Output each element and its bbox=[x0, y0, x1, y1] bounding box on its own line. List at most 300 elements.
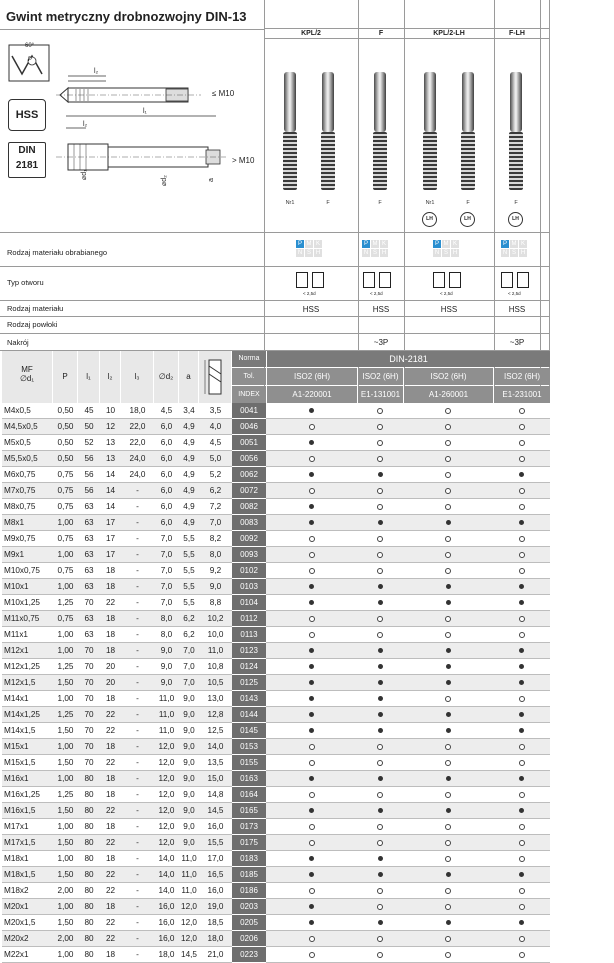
divider bbox=[358, 0, 359, 403]
cell-a: 5,5 bbox=[179, 531, 199, 547]
on-request-ring-icon bbox=[445, 888, 451, 894]
availability-cell bbox=[266, 515, 357, 531]
cell-p: 0,50 bbox=[53, 403, 78, 419]
left-hand-icon: LH bbox=[422, 212, 437, 227]
cell-l3: - bbox=[121, 579, 154, 595]
header-drawing-cell bbox=[199, 351, 231, 403]
availability-cell bbox=[403, 707, 493, 723]
drawing-label-top-m10: ≤ M10 bbox=[212, 89, 235, 98]
availability-cell bbox=[266, 643, 357, 659]
available-dot-icon bbox=[378, 776, 383, 781]
availability-cell bbox=[493, 899, 550, 915]
cell-l2: 14 bbox=[100, 483, 121, 499]
table-row bbox=[2, 627, 550, 643]
available-dot-icon bbox=[309, 728, 314, 733]
tol-value-kpl2-lh: ISO2 (6H) bbox=[404, 368, 493, 385]
cell-p: 1,50 bbox=[53, 755, 78, 771]
header-d2: ∅d₂ bbox=[154, 351, 178, 403]
on-request-ring-icon bbox=[445, 936, 451, 942]
availability-cell bbox=[403, 675, 493, 691]
cell-l2: 22 bbox=[100, 755, 121, 771]
availability-cell bbox=[403, 739, 493, 755]
cell-mf: M16x1,25 bbox=[2, 787, 53, 803]
cell-d2: 18,0 bbox=[154, 947, 179, 963]
on-request-ring-icon bbox=[519, 696, 525, 702]
cell-l3: - bbox=[121, 883, 154, 899]
cell-a: 5,5 bbox=[179, 547, 199, 563]
cell-a: 9,0 bbox=[179, 803, 199, 819]
availability-cell bbox=[493, 435, 550, 451]
on-request-ring-icon bbox=[519, 568, 525, 574]
cell-a: 12,0 bbox=[179, 915, 199, 931]
cell-l1: 70 bbox=[78, 643, 100, 659]
row-label-material-processed: Rodzaj materiału obrabianego bbox=[7, 248, 108, 257]
cell-l3: - bbox=[121, 643, 154, 659]
cell-a: 4,9 bbox=[179, 499, 199, 515]
cell-l1: 80 bbox=[78, 867, 100, 883]
divider bbox=[264, 0, 265, 403]
availability-cell bbox=[266, 531, 357, 547]
cell-l3: - bbox=[121, 755, 154, 771]
on-request-ring-icon bbox=[519, 504, 525, 510]
on-request-ring-icon bbox=[445, 904, 451, 910]
cell-a: 5,5 bbox=[179, 563, 199, 579]
cell-x: 9,2 bbox=[199, 563, 232, 579]
cell-l1: 80 bbox=[78, 899, 100, 915]
on-request-ring-icon bbox=[445, 536, 451, 542]
availability-cell bbox=[403, 499, 493, 515]
availability-cell bbox=[266, 771, 357, 787]
cell-l2: 18 bbox=[100, 627, 121, 643]
on-request-ring-icon bbox=[377, 536, 383, 542]
available-dot-icon bbox=[378, 712, 383, 717]
availability-cell bbox=[357, 579, 403, 595]
available-dot-icon bbox=[446, 648, 451, 653]
available-dot-icon bbox=[519, 520, 524, 525]
index-label: INDEX bbox=[232, 386, 266, 403]
cell-idx: 0104 bbox=[232, 595, 266, 611]
on-request-ring-icon bbox=[309, 424, 315, 430]
cell-l2: 22 bbox=[100, 931, 121, 947]
divider bbox=[264, 28, 550, 29]
availability-cell bbox=[266, 595, 357, 611]
cell-idx: 0143 bbox=[232, 691, 266, 707]
cell-d2: 9,0 bbox=[154, 675, 179, 691]
drawing-label-bottom-m10: > M10 bbox=[232, 156, 255, 165]
availability-cell bbox=[493, 787, 550, 803]
availability-cell bbox=[493, 883, 550, 899]
header-a: a bbox=[179, 351, 198, 403]
cell-p: 2,00 bbox=[53, 931, 78, 947]
cell-p: 1,00 bbox=[53, 547, 78, 563]
availability-cell bbox=[357, 643, 403, 659]
cell-l3: - bbox=[121, 515, 154, 531]
availability-cell bbox=[493, 707, 550, 723]
cell-p: 1,00 bbox=[53, 627, 78, 643]
table-row bbox=[2, 483, 550, 499]
cell-idx: 0163 bbox=[232, 771, 266, 787]
hole-depth-note: < 2,5d bbox=[370, 291, 383, 296]
on-request-ring-icon bbox=[309, 632, 315, 638]
cell-mf: M10x1 bbox=[2, 579, 53, 595]
cell-a: 11,0 bbox=[179, 851, 199, 867]
drawing-label-l2: l₂ bbox=[94, 68, 99, 75]
availability-cell bbox=[403, 419, 493, 435]
on-request-ring-icon bbox=[377, 408, 383, 414]
column-kpl2: KPL/2 bbox=[301, 30, 321, 37]
cell-l3: - bbox=[121, 547, 154, 563]
cell-mf: M20x1 bbox=[2, 899, 53, 915]
cell-l1: 63 bbox=[78, 499, 100, 515]
cell-l1: 70 bbox=[78, 739, 100, 755]
index-value-kpl2-lh: A1-260001 bbox=[404, 386, 493, 403]
availability-cell bbox=[403, 467, 493, 483]
available-dot-icon bbox=[309, 856, 314, 861]
on-request-ring-icon bbox=[445, 456, 451, 462]
on-request-ring-icon bbox=[377, 792, 383, 798]
available-dot-icon bbox=[519, 872, 524, 877]
thread-pitch-label: P bbox=[28, 57, 33, 63]
cell-d2: 14,0 bbox=[154, 883, 179, 899]
cell-idx: 0062 bbox=[232, 467, 266, 483]
cell-a: 5,5 bbox=[179, 595, 199, 611]
available-dot-icon bbox=[309, 872, 314, 877]
table-row bbox=[2, 723, 550, 739]
cell-l1: 52 bbox=[78, 435, 100, 451]
cell-mf: M18x2 bbox=[2, 883, 53, 899]
cell-a: 4,9 bbox=[179, 451, 199, 467]
cell-x: 10,5 bbox=[199, 675, 232, 691]
cell-x: 16,0 bbox=[199, 883, 232, 899]
on-request-ring-icon bbox=[377, 552, 383, 558]
on-request-ring-icon bbox=[519, 424, 525, 430]
availability-cell bbox=[266, 867, 357, 883]
divider bbox=[494, 0, 495, 403]
cell-l3: - bbox=[121, 483, 154, 499]
availability-cell bbox=[403, 643, 493, 659]
cell-mf: M20x2 bbox=[2, 931, 53, 947]
table-row bbox=[2, 579, 550, 595]
cell-l1: 70 bbox=[78, 755, 100, 771]
cell-mf: M17x1 bbox=[2, 819, 53, 835]
available-dot-icon bbox=[378, 584, 383, 589]
cell-l1: 63 bbox=[78, 579, 100, 595]
cell-x: 10,0 bbox=[199, 627, 232, 643]
cell-l2: 18 bbox=[100, 563, 121, 579]
cell-l3: - bbox=[121, 803, 154, 819]
cell-x: 3,5 bbox=[199, 403, 232, 419]
left-hand-icon: LH bbox=[460, 212, 475, 227]
cell-l1: 80 bbox=[78, 883, 100, 899]
cell-a: 9,0 bbox=[179, 723, 199, 739]
cell-l2: 18 bbox=[100, 579, 121, 595]
available-dot-icon bbox=[519, 680, 524, 685]
row-label-hole-type: Typ otworu bbox=[7, 278, 44, 287]
table-row bbox=[2, 563, 550, 579]
cell-idx: 0165 bbox=[232, 803, 266, 819]
cell-a: 9,0 bbox=[179, 787, 199, 803]
on-request-ring-icon bbox=[377, 616, 383, 622]
availability-cell bbox=[403, 691, 493, 707]
divider bbox=[404, 0, 405, 403]
cell-l1: 63 bbox=[78, 531, 100, 547]
cell-x: 16,0 bbox=[199, 819, 232, 835]
material-value: HSS bbox=[302, 305, 320, 314]
cell-a: 9,0 bbox=[179, 707, 199, 723]
cell-l2: 22 bbox=[100, 867, 121, 883]
cell-p: 1,25 bbox=[53, 707, 78, 723]
cell-l1: 70 bbox=[78, 691, 100, 707]
cell-idx: 0125 bbox=[232, 675, 266, 691]
available-dot-icon bbox=[378, 520, 383, 525]
cell-p: 0,75 bbox=[53, 563, 78, 579]
availability-cell bbox=[357, 563, 403, 579]
cell-a: 4,9 bbox=[179, 419, 199, 435]
availability-cell bbox=[266, 707, 357, 723]
availability-cell bbox=[493, 531, 550, 547]
availability-cell bbox=[403, 483, 493, 499]
cell-mf: M15x1,5 bbox=[2, 755, 53, 771]
drawing-label-l2: l₂ bbox=[83, 121, 88, 128]
cell-p: 1,00 bbox=[53, 899, 78, 915]
availability-cell bbox=[403, 515, 493, 531]
cell-x: 7,2 bbox=[199, 499, 232, 515]
cell-p: 1,50 bbox=[53, 675, 78, 691]
availability-cell bbox=[403, 579, 493, 595]
cell-d2: 9,0 bbox=[154, 643, 179, 659]
cell-x: 14,5 bbox=[199, 803, 232, 819]
cell-d2: 12,0 bbox=[154, 819, 179, 835]
cell-l2: 18 bbox=[100, 611, 121, 627]
cell-d2: 7,0 bbox=[154, 563, 179, 579]
cell-l1: 80 bbox=[78, 771, 100, 787]
cell-l3: - bbox=[121, 835, 154, 851]
cell-mf: M10x1,25 bbox=[2, 595, 53, 611]
cell-l2: 18 bbox=[100, 691, 121, 707]
image-label: F bbox=[466, 200, 470, 206]
cell-idx: 0173 bbox=[232, 819, 266, 835]
cell-l2: 18 bbox=[100, 851, 121, 867]
cell-d2: 16,0 bbox=[154, 931, 179, 947]
cell-mf: M14x1,25 bbox=[2, 707, 53, 723]
cell-mf: M18x1,5 bbox=[2, 867, 53, 883]
availability-cell bbox=[266, 579, 357, 595]
table-row bbox=[2, 419, 550, 435]
cell-l1: 63 bbox=[78, 547, 100, 563]
table-row bbox=[2, 547, 550, 563]
cell-x: 14,0 bbox=[199, 739, 232, 755]
on-request-ring-icon bbox=[309, 824, 315, 830]
divider bbox=[0, 333, 550, 334]
available-dot-icon bbox=[519, 584, 524, 589]
cell-l3: - bbox=[121, 851, 154, 867]
cell-p: 1,00 bbox=[53, 691, 78, 707]
cell-p: 0,50 bbox=[53, 435, 78, 451]
availability-cell bbox=[266, 915, 357, 931]
available-dot-icon bbox=[309, 904, 314, 909]
available-dot-icon bbox=[309, 776, 314, 781]
cell-idx: 0144 bbox=[232, 707, 266, 723]
availability-cell bbox=[493, 419, 550, 435]
cell-a: 12,0 bbox=[179, 931, 199, 947]
availability-cell bbox=[357, 931, 403, 947]
size-table bbox=[2, 403, 550, 963]
cell-idx: 0206 bbox=[232, 931, 266, 947]
norma-label: Norma bbox=[232, 351, 266, 367]
availability-cell bbox=[493, 675, 550, 691]
cell-l2: 14 bbox=[100, 499, 121, 515]
cell-idx: 0072 bbox=[232, 483, 266, 499]
cell-p: 1,00 bbox=[53, 515, 78, 531]
image-label: F bbox=[326, 200, 330, 206]
cell-d2: 6,0 bbox=[154, 499, 179, 515]
cell-idx: 0112 bbox=[232, 611, 266, 627]
availability-cell bbox=[493, 499, 550, 515]
header-l3: l₃ bbox=[121, 351, 153, 403]
availability-cell bbox=[266, 611, 357, 627]
table-row bbox=[2, 675, 550, 691]
cell-l1: 70 bbox=[78, 595, 100, 611]
cell-p: 1,50 bbox=[53, 915, 78, 931]
availability-cell bbox=[266, 723, 357, 739]
availability-cell bbox=[493, 819, 550, 835]
norma-value: DIN-2181 bbox=[267, 351, 550, 367]
cell-mf: M8x0,75 bbox=[2, 499, 53, 515]
column-f-lh: F-LH bbox=[509, 30, 525, 37]
cell-l3: - bbox=[121, 611, 154, 627]
on-request-ring-icon bbox=[519, 856, 525, 862]
availability-cell bbox=[357, 483, 403, 499]
cell-mf: M15x1 bbox=[2, 739, 53, 755]
available-dot-icon bbox=[378, 600, 383, 605]
table-row bbox=[2, 947, 550, 963]
available-dot-icon bbox=[309, 712, 314, 717]
divider bbox=[540, 0, 541, 403]
page-title: Gwint metryczny drobnozwojny DIN-13 bbox=[6, 9, 247, 24]
available-dot-icon bbox=[309, 408, 314, 413]
cell-x: 7,0 bbox=[199, 515, 232, 531]
availability-cell bbox=[493, 691, 550, 707]
cell-l2: 22 bbox=[100, 883, 121, 899]
on-request-ring-icon bbox=[519, 792, 525, 798]
cell-mf: M10x0,75 bbox=[2, 563, 53, 579]
cell-d2: 7,0 bbox=[154, 595, 179, 611]
cell-mf: M5,5x0,5 bbox=[2, 451, 53, 467]
available-dot-icon bbox=[519, 728, 524, 733]
cell-idx: 0145 bbox=[232, 723, 266, 739]
cell-idx: 0093 bbox=[232, 547, 266, 563]
cell-d2: 12,0 bbox=[154, 739, 179, 755]
cell-l3: - bbox=[121, 771, 154, 787]
available-dot-icon bbox=[446, 776, 451, 781]
cell-x: 15,0 bbox=[199, 771, 232, 787]
header-l1: l₁ bbox=[78, 351, 99, 403]
availability-cell bbox=[266, 483, 357, 499]
cell-l1: 56 bbox=[78, 483, 100, 499]
hole-depth-note: < 2,5d bbox=[303, 291, 316, 296]
availability-cell bbox=[266, 499, 357, 515]
cell-l1: 80 bbox=[78, 947, 100, 963]
availability-cell bbox=[266, 547, 357, 563]
cell-x: 15,5 bbox=[199, 835, 232, 851]
drawing-label-a: a bbox=[208, 178, 215, 182]
availability-cell bbox=[403, 435, 493, 451]
availability-cell bbox=[493, 835, 550, 851]
available-dot-icon bbox=[309, 808, 314, 813]
cross-section-icon bbox=[201, 354, 229, 400]
available-dot-icon bbox=[309, 584, 314, 589]
available-dot-icon bbox=[446, 680, 451, 685]
table-row bbox=[2, 515, 550, 531]
cell-d2: 11,0 bbox=[154, 723, 179, 739]
cell-mf: M22x1 bbox=[2, 947, 53, 963]
cell-d2: 14,0 bbox=[154, 867, 179, 883]
availability-cell bbox=[403, 899, 493, 915]
on-request-ring-icon bbox=[519, 440, 525, 446]
cell-a: 7,0 bbox=[179, 643, 199, 659]
on-request-ring-icon bbox=[309, 456, 315, 462]
cell-mf: M12x1 bbox=[2, 643, 53, 659]
on-request-ring-icon bbox=[309, 792, 315, 798]
table-row bbox=[2, 659, 550, 675]
cell-l3: - bbox=[121, 723, 154, 739]
availability-cell bbox=[357, 787, 403, 803]
cell-a: 5,5 bbox=[179, 579, 199, 595]
availability-cell bbox=[266, 691, 357, 707]
cell-mf: M4x0,5 bbox=[2, 403, 53, 419]
available-dot-icon bbox=[309, 696, 314, 701]
drawing-label-d1: ⌀d₁ bbox=[81, 169, 88, 180]
on-request-ring-icon bbox=[445, 760, 451, 766]
cell-idx: 0175 bbox=[232, 835, 266, 851]
table-row bbox=[2, 499, 550, 515]
availability-cell bbox=[266, 659, 357, 675]
cell-l3: - bbox=[121, 931, 154, 947]
availability-cell bbox=[357, 675, 403, 691]
tol-value-f-lh: ISO2 (6H) bbox=[494, 368, 550, 385]
availability-cell bbox=[403, 451, 493, 467]
cell-x: 18,5 bbox=[199, 915, 232, 931]
cell-idx: 0051 bbox=[232, 435, 266, 451]
availability-cell bbox=[403, 611, 493, 627]
availability-cell bbox=[357, 467, 403, 483]
availability-cell bbox=[357, 627, 403, 643]
cell-d2: 12,0 bbox=[154, 771, 179, 787]
cell-p: 1,00 bbox=[53, 771, 78, 787]
cell-idx: 0164 bbox=[232, 787, 266, 803]
availability-cell bbox=[403, 531, 493, 547]
available-dot-icon bbox=[446, 712, 451, 717]
availability-cell bbox=[493, 851, 550, 867]
cell-mf: M4,5x0,5 bbox=[2, 419, 53, 435]
availability-cell bbox=[357, 723, 403, 739]
cell-l2: 18 bbox=[100, 787, 121, 803]
available-dot-icon bbox=[378, 696, 383, 701]
availability-cell bbox=[403, 947, 493, 963]
cell-mf: M14x1,5 bbox=[2, 723, 53, 739]
available-dot-icon bbox=[309, 600, 314, 605]
cell-x: 12,8 bbox=[199, 707, 232, 723]
availability-cell bbox=[357, 595, 403, 611]
cell-l3: 24,0 bbox=[121, 451, 154, 467]
cell-mf: M11x1 bbox=[2, 627, 53, 643]
material-value: HSS bbox=[440, 305, 458, 314]
cell-l3: 24,0 bbox=[121, 467, 154, 483]
table-row bbox=[2, 531, 550, 547]
availability-cell bbox=[357, 531, 403, 547]
availability-cell bbox=[403, 787, 493, 803]
availability-cell bbox=[493, 627, 550, 643]
